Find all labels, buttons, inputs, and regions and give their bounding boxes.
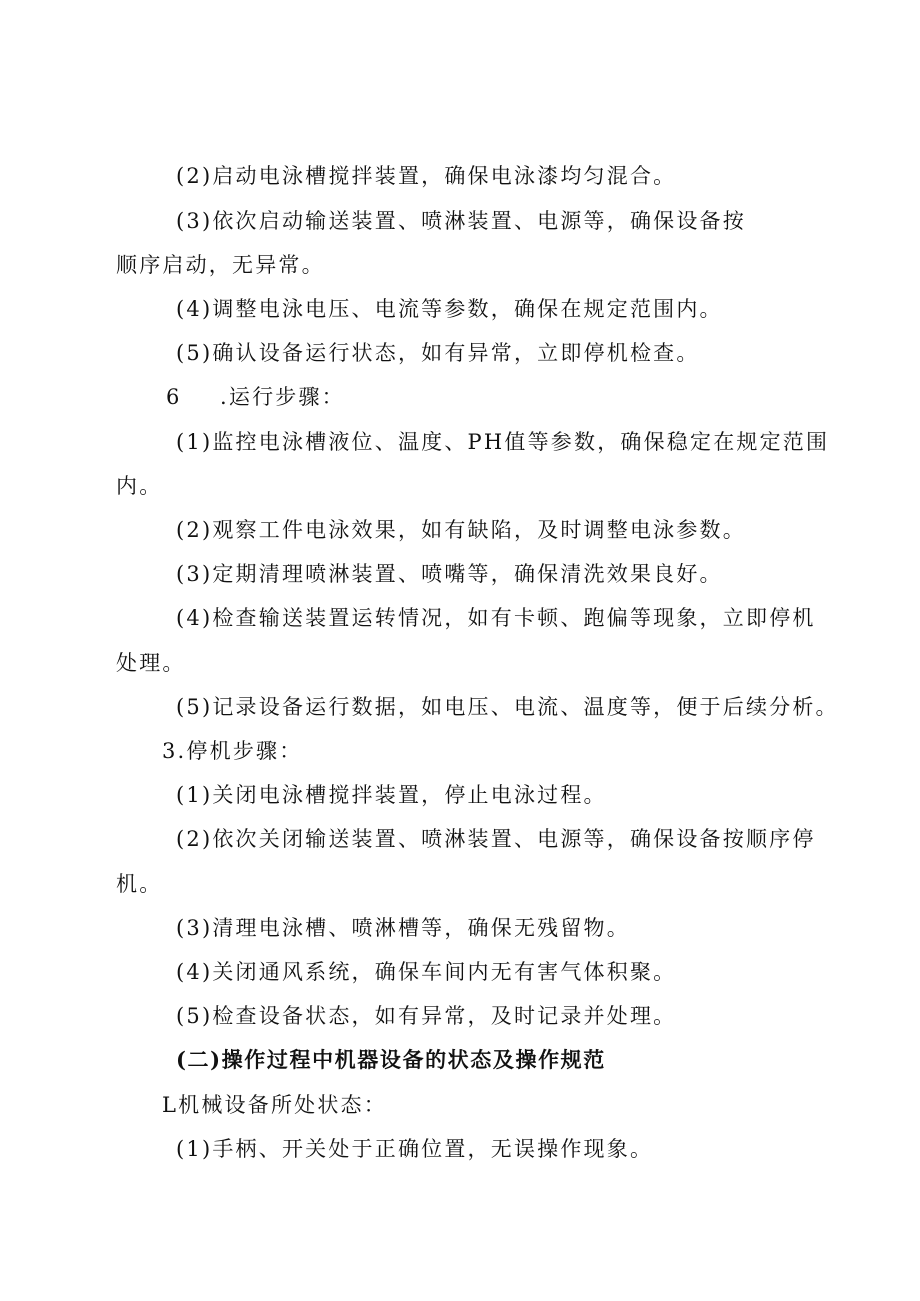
stop-step-2: (2)依次关闭输送装置、喷淋装置、电源等，确保设备按顺序停 xyxy=(176,827,816,851)
run-step-4: (4)检查输送装置运转情况，如有卡顿、跑偏等现象，立即停机 xyxy=(176,606,816,630)
step-3-start-equipment: (3)依次启动输送装置、喷淋装置、电源等，确保设备按 xyxy=(176,209,746,233)
section-stop-steps-heading: 3.停机步骤： xyxy=(162,739,303,763)
stop-step-4: (4)关闭通风系统，确保车间内无有害气体积聚。 xyxy=(176,960,677,984)
machine-state-item-1: (1)手柄、开关处于正确位置，无误操作现象。 xyxy=(176,1137,654,1161)
run-step-4-continuation: 处理。 xyxy=(116,651,186,675)
subsection-machine-state: L机械设备所处状态： xyxy=(162,1093,387,1117)
run-step-3: (3)定期清理喷淋装置、喷嘴等，确保清洗效果良好。 xyxy=(176,562,723,586)
step-5-confirm-status: (5)确认设备运行状态，如有异常，立即停机检查。 xyxy=(176,341,700,365)
stop-step-2-continuation: 机。 xyxy=(116,872,163,896)
run-step-1: (1)监控电泳槽液位、温度、PH值等参数，确保稳定在规定范围 xyxy=(176,430,830,454)
run-step-2: (2)观察工件电泳效果，如有缺陷，及时调整电泳参数。 xyxy=(176,518,746,542)
step-3-continuation: 顺序启动，无异常。 xyxy=(116,253,325,277)
stop-step-5: (5)检查设备状态，如有异常，及时记录并处理。 xyxy=(176,1004,677,1028)
stop-step-3: (3)清理电泳槽、喷淋槽等，确保无残留物。 xyxy=(176,916,630,940)
stop-step-1: (1)关闭电泳槽搅拌装置，停止电泳过程。 xyxy=(176,783,607,807)
run-step-1-continuation: 内。 xyxy=(116,474,163,498)
section-6-number: 6 xyxy=(166,385,180,409)
section-heading-operation-state: (二)操作过程中机器设备的状态及操作规范 xyxy=(176,1047,606,1072)
step-2-start-mixer: (2)启动电泳槽搅拌装置，确保电泳漆均匀混合。 xyxy=(176,164,677,188)
section-run-steps-heading: .运行步骤： xyxy=(220,385,345,409)
run-step-5: (5)记录设备运行数据，如电压、电流、温度等，便于后续分析。 xyxy=(176,695,839,719)
step-4-adjust-params: (4)调整电泳电压、电流等参数，确保在规定范围内。 xyxy=(176,297,723,321)
